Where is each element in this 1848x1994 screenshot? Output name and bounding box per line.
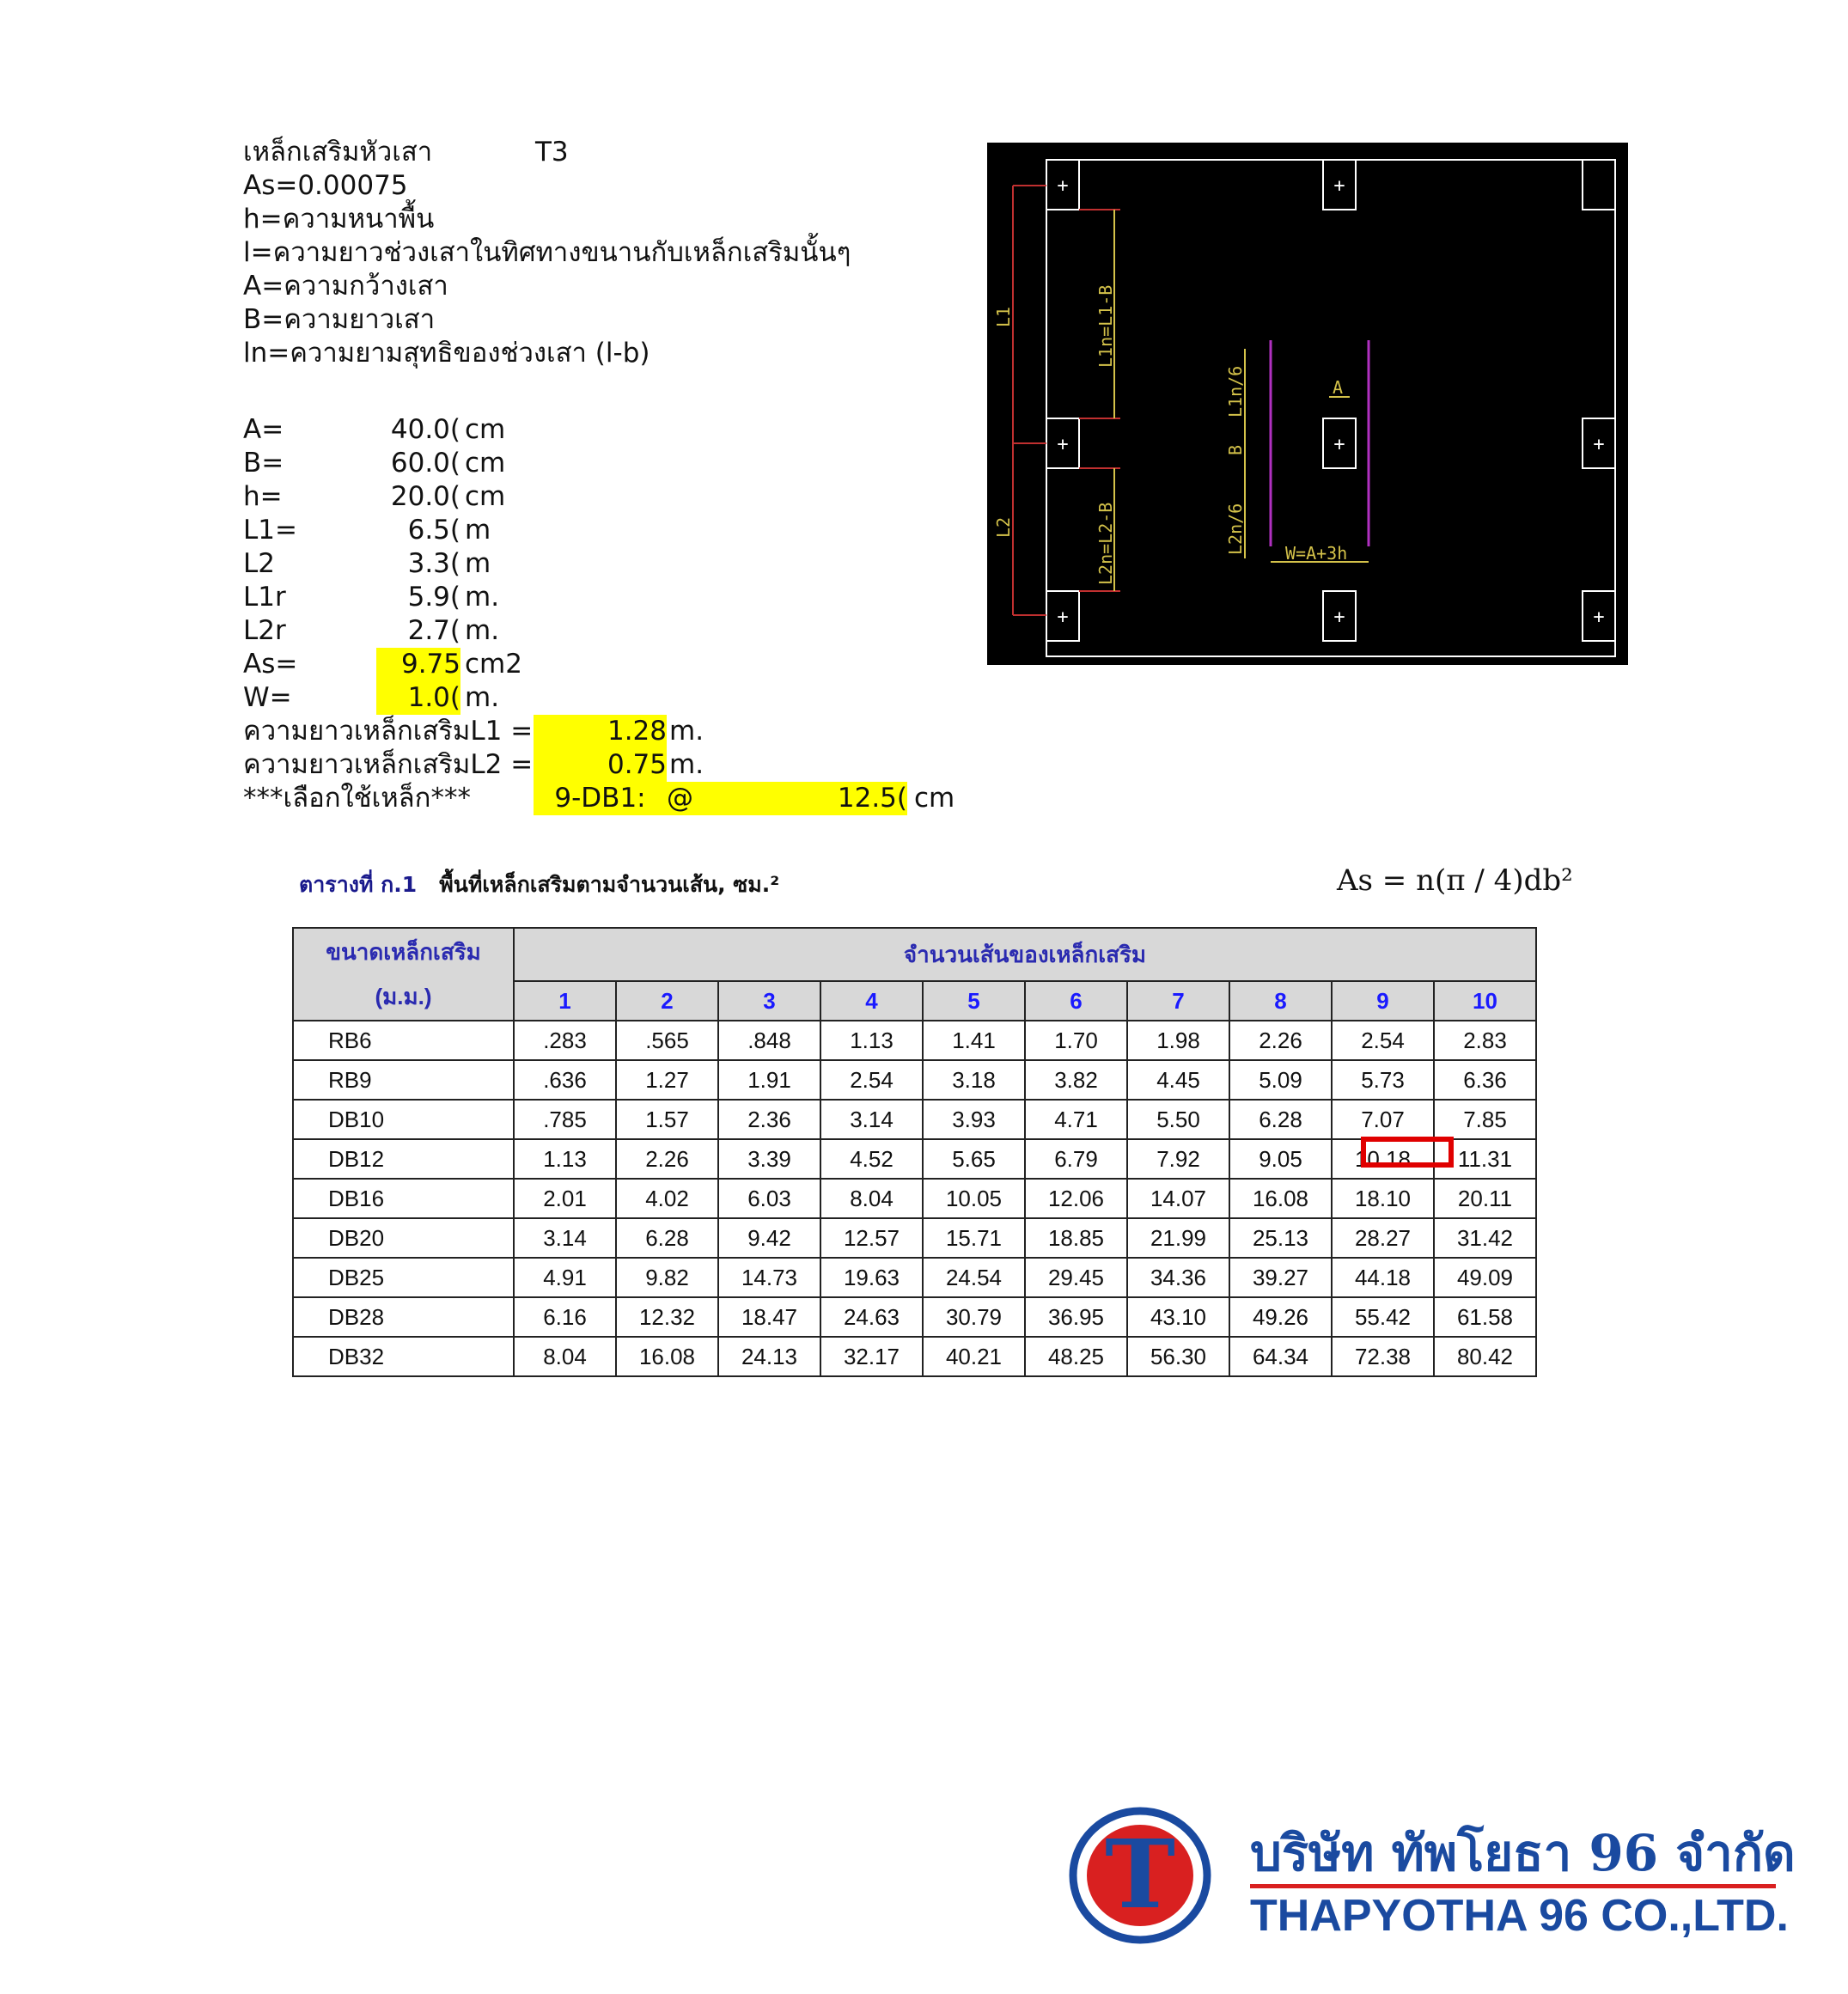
area-cell: 7.92: [1127, 1139, 1229, 1179]
area-cell: 11.31: [1434, 1139, 1536, 1179]
param-value: 20.0(: [390, 481, 460, 512]
note-line: l=ความยาวช่วงเสาในทิศทางขนานกับเหล็กเสริมนั้นๆ: [243, 237, 851, 268]
param-value: 3.3(: [407, 548, 460, 579]
area-cell: 3.14: [820, 1100, 923, 1139]
note-line: B=ความยาวเสา: [243, 304, 436, 335]
area-cell: 2.26: [1229, 1021, 1332, 1060]
area-cell: 14.73: [718, 1258, 820, 1297]
area-cell: 36.95: [1025, 1297, 1127, 1337]
area-cell: 18.85: [1025, 1218, 1127, 1258]
logo-letter: T: [1105, 1819, 1175, 1930]
table-row: [293, 1218, 1536, 1258]
size-header-unit: (ม.ม.): [375, 984, 432, 1009]
area-cell: 1.13: [514, 1139, 616, 1179]
area-cell: 49.09: [1434, 1258, 1536, 1297]
param-unit: cm: [465, 481, 506, 512]
area-cell: 2.54: [820, 1060, 923, 1100]
count-col: 8: [1229, 981, 1332, 1021]
area-cell: 14.07: [1127, 1179, 1229, 1218]
rebar-area-table: [292, 927, 1537, 1377]
area-cell: 10.05: [923, 1179, 1025, 1218]
area-cell: 4.71: [1025, 1100, 1127, 1139]
note-line: ln=ความยามสุทธิของช่วงเสา (l-b): [243, 338, 650, 369]
area-cell: 48.25: [1025, 1337, 1127, 1376]
param-unit: cm: [465, 448, 506, 479]
selection-spacing: 12.5(: [837, 783, 907, 814]
param-label: L2r: [243, 615, 286, 646]
area-cell: 6.03: [718, 1179, 820, 1218]
param-label: L2: [243, 548, 275, 579]
table-row: [293, 1297, 1536, 1337]
bar-size-cell: DB28: [293, 1297, 514, 1337]
count-col: 5: [923, 981, 1025, 1021]
area-cell: 7.07: [1332, 1100, 1434, 1139]
area-cell: 25.13: [1229, 1218, 1332, 1258]
area-cell: 9.05: [1229, 1139, 1332, 1179]
area-cell: 4.52: [820, 1139, 923, 1179]
area-cell: 18.10: [1332, 1179, 1434, 1218]
count-col: 9: [1332, 981, 1434, 1021]
area-cell: 16.08: [1229, 1179, 1332, 1218]
area-cell: 2.01: [514, 1179, 616, 1218]
area-cell: 39.27: [1229, 1258, 1332, 1297]
param-unit: m: [465, 515, 491, 546]
area-cell: 5.50: [1127, 1100, 1229, 1139]
area-cell: 2.54: [1332, 1021, 1434, 1060]
param-unit: cm: [465, 414, 506, 445]
param-value: 9.75: [376, 648, 460, 681]
area-cell: 43.10: [1127, 1297, 1229, 1337]
area-cell: .848: [718, 1021, 820, 1060]
table-row: [293, 1060, 1536, 1100]
bar-size-cell: DB12: [293, 1139, 514, 1179]
area-cell: 12.32: [616, 1297, 718, 1337]
selected-cell-highlight: [1361, 1137, 1454, 1168]
area-cell: 31.42: [1434, 1218, 1536, 1258]
table-row: [293, 1258, 1536, 1297]
param-value: 60.0(: [390, 448, 460, 479]
area-cell: 49.26: [1229, 1297, 1332, 1337]
page-title: เหล็กเสริมหัวเสา: [243, 137, 433, 168]
area-cell: 6.16: [514, 1297, 616, 1337]
area-cell: 6.28: [616, 1218, 718, 1258]
bar-size-cell: DB25: [293, 1258, 514, 1297]
table-row: [293, 1021, 1536, 1060]
area-cell: 40.21: [923, 1337, 1025, 1376]
count-col: 3: [718, 981, 820, 1021]
label-w: W=A+3h: [1285, 543, 1348, 564]
size-header: [293, 928, 514, 1021]
note-line: h=ความหนาพื้น: [243, 204, 435, 235]
area-cell: 80.42: [1434, 1337, 1536, 1376]
length-label: ความยาวเหล็กเสริมL2 =: [243, 749, 534, 780]
area-cell: 1.91: [718, 1060, 820, 1100]
area-cell: 9.82: [616, 1258, 718, 1297]
area-cell: 5.09: [1229, 1060, 1332, 1100]
table-row: [293, 1139, 1536, 1179]
count-col: 7: [1127, 981, 1229, 1021]
area-cell: 44.18: [1332, 1258, 1434, 1297]
bar-size-cell: DB16: [293, 1179, 514, 1218]
length-label: ความยาวเหล็กเสริมL1 =: [243, 716, 534, 747]
plus-mark: +: [1057, 434, 1069, 455]
area-cell: 4.02: [616, 1179, 718, 1218]
bar-size-cell: DB32: [293, 1337, 514, 1376]
table-caption-text: พื้นที่เหล็กเสริมตามจำนวนเส้น, ซม.²: [439, 872, 780, 897]
title-code: T3: [535, 137, 569, 168]
label-l2n: L2n=L2-B: [1095, 502, 1116, 585]
table-caption-prefix: ตารางที่ ก.1: [299, 872, 418, 897]
area-cell: 6.36: [1434, 1060, 1536, 1100]
area-cell: 72.38: [1332, 1337, 1434, 1376]
logo-divider: [1250, 1884, 1776, 1888]
area-cell: 5.65: [923, 1139, 1025, 1179]
company-name-english: THAPYOTHA 96 CO.,LTD.: [1250, 1891, 1789, 1941]
length-value: 0.75: [534, 748, 667, 782]
param-value: 5.9(: [407, 582, 460, 613]
count-col: 10: [1434, 981, 1536, 1021]
label-l2n6: L2n/6: [1225, 503, 1246, 555]
area-cell: .283: [514, 1021, 616, 1060]
drawing-svg: [987, 143, 1628, 665]
area-cell: 2.36: [718, 1100, 820, 1139]
column-box: [1583, 160, 1615, 210]
plus-mark: +: [1593, 607, 1605, 628]
area-cell: 24.54: [923, 1258, 1025, 1297]
plus-mark: +: [1057, 175, 1069, 197]
area-cell: 32.17: [820, 1337, 923, 1376]
area-cell: 3.18: [923, 1060, 1025, 1100]
param-unit: cm2: [465, 649, 522, 680]
selection-label: ***เลือกใช้เหล็ก***: [243, 783, 471, 814]
column-strip-drawing: [987, 143, 1628, 665]
plus-mark: +: [1333, 607, 1345, 628]
table-row: [293, 1100, 1536, 1139]
area-cell: 8.04: [514, 1337, 616, 1376]
area-cell: 3.82: [1025, 1060, 1127, 1100]
plus-mark: +: [1333, 175, 1345, 197]
table-caption: [299, 868, 779, 902]
area-cell: 3.39: [718, 1139, 820, 1179]
area-cell: 2.26: [616, 1139, 718, 1179]
table-row: [293, 1337, 1536, 1376]
param-label: L1r: [243, 582, 286, 613]
area-cell: 2.83: [1434, 1021, 1536, 1060]
length-value: 1.28: [534, 715, 667, 748]
area-cell: .565: [616, 1021, 718, 1060]
count-header: จำนวนเส้นของเหล็กเสริม: [514, 928, 1536, 981]
bar-size-cell: RB9: [293, 1060, 514, 1100]
param-unit: m.: [465, 682, 500, 713]
area-cell: 28.27: [1332, 1218, 1434, 1258]
param-label: B=: [243, 448, 284, 479]
param-unit: m.: [465, 582, 500, 613]
bar-size-cell: DB10: [293, 1100, 514, 1139]
selection-unit: cm: [914, 783, 955, 814]
area-cell: .636: [514, 1060, 616, 1100]
selected-bar: 9-DB1:: [534, 782, 667, 815]
area-cell: 7.85: [1434, 1100, 1536, 1139]
area-cell: 18.47: [718, 1297, 820, 1337]
label-l1n6: L1n/6: [1225, 365, 1246, 418]
area-cell: 8.04: [820, 1179, 923, 1218]
area-cell: 1.70: [1025, 1021, 1127, 1060]
company-name-thai: บริษัท ทัพโยธา 96 จำกัด: [1250, 1824, 1796, 1882]
label-l1: L1: [993, 306, 1014, 327]
area-cell: 3.14: [514, 1218, 616, 1258]
count-col: 1: [514, 981, 616, 1021]
area-cell: 24.13: [718, 1337, 820, 1376]
selection-at: @: [667, 782, 907, 815]
length-unit: m.: [669, 749, 704, 780]
area-formula: As = n(π / 4)db²: [1337, 863, 1573, 898]
title-line: [243, 136, 851, 169]
count-col: 2: [616, 981, 718, 1021]
area-cell: 6.79: [1025, 1139, 1127, 1179]
area-cell: 20.11: [1434, 1179, 1536, 1218]
area-cell: 21.99: [1127, 1218, 1229, 1258]
area-cell: 34.36: [1127, 1258, 1229, 1297]
size-header-label: ขนาดเหล็กเสริม: [326, 939, 481, 965]
label-b: B: [1225, 444, 1246, 455]
area-cell: 4.45: [1127, 1060, 1229, 1100]
param-value: 6.5(: [407, 515, 460, 546]
area-cell: 4.91: [514, 1258, 616, 1297]
note-line: As=0.00075: [243, 170, 408, 201]
area-cell: 61.58: [1434, 1297, 1536, 1337]
area-cell: 1.13: [820, 1021, 923, 1060]
area-cell: 56.30: [1127, 1337, 1229, 1376]
param-unit: m: [465, 548, 491, 579]
area-cell: 19.63: [820, 1258, 923, 1297]
param-label: W=: [243, 682, 292, 713]
param-value: 40.0(: [390, 414, 460, 445]
area-cell: 1.27: [616, 1060, 718, 1100]
area-cell: 9.42: [718, 1218, 820, 1258]
count-col: 4: [820, 981, 923, 1021]
table-row: [293, 1179, 1536, 1218]
area-cell: 12.06: [1025, 1179, 1127, 1218]
param-value: 2.7(: [407, 615, 460, 646]
param-unit: m.: [465, 615, 500, 646]
param-label: L1=: [243, 515, 297, 546]
plus-mark: +: [1593, 434, 1605, 455]
plus-mark: +: [1333, 434, 1345, 455]
bar-size-cell: DB20: [293, 1218, 514, 1258]
area-cell: 24.63: [820, 1297, 923, 1337]
plus-mark: +: [1057, 607, 1069, 628]
logo-emblem-icon: [1055, 1794, 1201, 1957]
area-cell: 29.45: [1025, 1258, 1127, 1297]
label-a: A: [1333, 377, 1344, 398]
label-l2: L2: [993, 516, 1014, 538]
note-line: A=ความกว้างเสา: [243, 271, 448, 302]
area-cell: 64.34: [1229, 1337, 1332, 1376]
area-cell: 10.18: [1332, 1139, 1434, 1179]
area-cell: 30.79: [923, 1297, 1025, 1337]
param-value: 1.0(: [376, 681, 460, 715]
area-cell: 16.08: [616, 1337, 718, 1376]
area-cell: 15.71: [923, 1218, 1025, 1258]
bar-size-cell: RB6: [293, 1021, 514, 1060]
slab-outline: [1046, 160, 1615, 656]
area-cell: 12.57: [820, 1218, 923, 1258]
area-cell: 1.41: [923, 1021, 1025, 1060]
count-col: 6: [1025, 981, 1127, 1021]
area-cell: 3.93: [923, 1100, 1025, 1139]
area-cell: .785: [514, 1100, 616, 1139]
param-label: h=: [243, 481, 283, 512]
notes-block: [243, 136, 851, 370]
param-label: As=: [243, 649, 298, 680]
length-unit: m.: [669, 716, 704, 747]
label-l1n: L1n=L1-B: [1095, 284, 1116, 368]
area-cell: 55.42: [1332, 1297, 1434, 1337]
param-label: A=: [243, 414, 284, 445]
area-cell: 1.98: [1127, 1021, 1229, 1060]
area-cell: 5.73: [1332, 1060, 1434, 1100]
area-cell: 1.57: [616, 1100, 718, 1139]
area-cell: 6.28: [1229, 1100, 1332, 1139]
